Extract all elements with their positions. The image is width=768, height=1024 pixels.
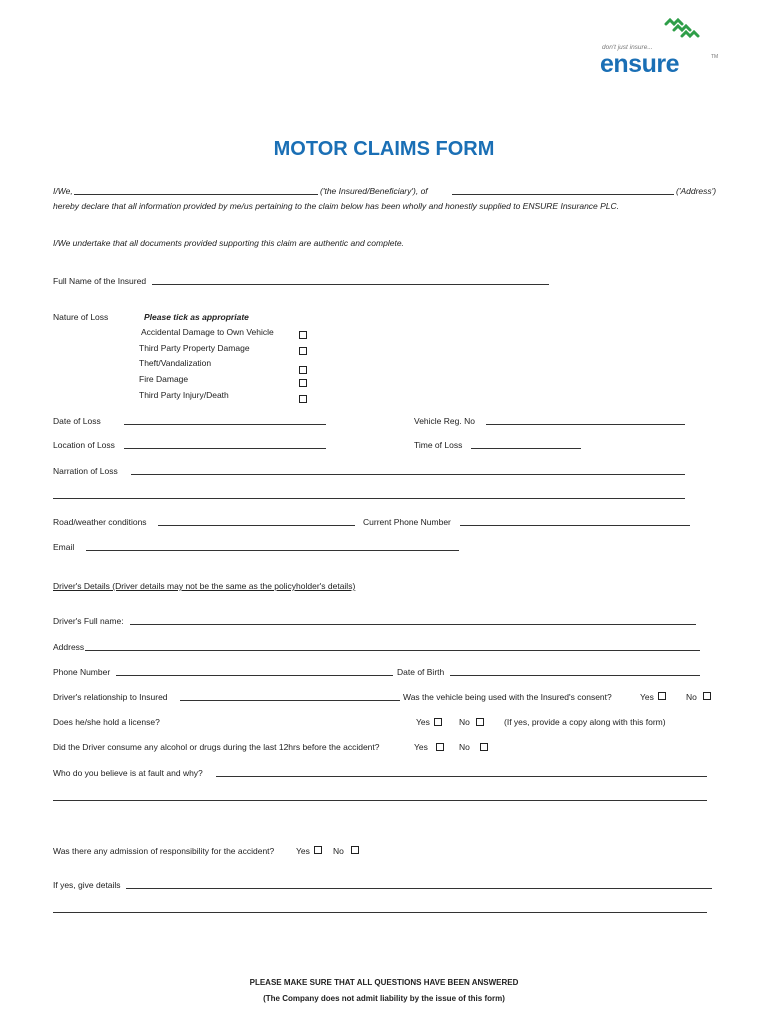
details-line[interactable] [53, 912, 707, 913]
alcohol-question: Did the Driver consume any alcohol or drugs during the last 12hrs before the accident? [53, 742, 380, 752]
consent-yes-label: Yes [640, 692, 654, 702]
driver-full-name-line[interactable] [130, 624, 696, 625]
alcohol-yes-label: Yes [414, 742, 428, 752]
consent-question: Was the vehicle being used with the Insured's consent? [403, 692, 612, 702]
alcohol-no-checkbox[interactable] [480, 743, 488, 751]
email-label: Email [53, 542, 75, 552]
loss-option-checkbox[interactable] [299, 366, 307, 374]
road-weather-line[interactable] [158, 525, 355, 526]
driver-phone-label: Phone Number [53, 667, 111, 677]
time-of-loss-label: Time of Loss [414, 440, 463, 450]
driver-dob-line[interactable] [450, 675, 700, 676]
details-label: If yes, give details [53, 880, 121, 890]
vehicle-reg-label: Vehicle Reg. No [414, 416, 475, 426]
declaration-address: ('Address') [676, 186, 717, 196]
current-phone-label: Current Phone Number [363, 517, 451, 527]
address-line[interactable] [452, 194, 674, 195]
driver-relationship-label: Driver's relationship to Insured [53, 692, 168, 702]
form-title: MOTOR CLAIMS FORM [273, 138, 495, 160]
vehicle-reg-line[interactable] [486, 424, 685, 425]
driver-full-name-label: Driver's Full name: [53, 616, 124, 626]
admission-yes-label: Yes [296, 846, 310, 856]
narration-line[interactable] [53, 498, 685, 499]
consent-no-checkbox[interactable] [703, 692, 711, 700]
declaration-we: I/We, [53, 186, 73, 196]
alcohol-yes-checkbox[interactable] [436, 743, 444, 751]
license-yes-label: Yes [416, 717, 430, 727]
driver-address-line[interactable] [85, 650, 700, 651]
driver-dob-label: Date of Birth [397, 667, 445, 677]
driver-heading: Driver's Details (Driver details may not be the same as the policyholder's details) [53, 581, 356, 591]
insured-name-line[interactable] [74, 194, 318, 195]
footer-line1: PLEASE MAKE SURE THAT ALL QUESTIONS HAVE BEEN ANSWERED [249, 978, 519, 987]
loss-option-checkbox[interactable] [299, 347, 307, 355]
time-of-loss-line[interactable] [471, 448, 581, 449]
current-phone-line[interactable] [460, 525, 690, 526]
alcohol-no-label: No [459, 742, 470, 752]
consent-no-label: No [686, 692, 697, 702]
logo-tagline: don't just insure... [602, 44, 653, 51]
loss-option-checkbox[interactable] [299, 395, 307, 403]
loss-option-label: Third Party Injury/Death [139, 390, 229, 400]
email-line[interactable] [86, 550, 459, 551]
nature-of-loss-label: Nature of Loss [53, 312, 109, 322]
tick-hint: Please tick as appropriate [144, 312, 249, 322]
date-of-loss-line[interactable] [124, 424, 326, 425]
declaration-line2: hereby declare that all information provided by me/us pertaining to the claim below has been wholly and honestly supplied to ENSURE Insurance PLC. [53, 201, 620, 211]
fault-line[interactable] [216, 776, 707, 777]
consent-yes-checkbox[interactable] [658, 692, 666, 700]
declaration-undertake: I/We undertake that all documents provided supporting this claim are authentic and complete. [53, 238, 404, 248]
declaration-insured: ('the Insured/Beneficiary'), of [320, 186, 428, 196]
loss-option-checkbox[interactable] [299, 379, 307, 387]
logo-name: ensure [600, 50, 679, 78]
admission-no-checkbox[interactable] [351, 846, 359, 854]
admission-yes-checkbox[interactable] [314, 846, 322, 854]
license-no-label: No [459, 717, 470, 727]
logo-tm: TM [711, 54, 719, 60]
loss-option-label: Fire Damage [139, 374, 189, 384]
license-no-checkbox[interactable] [476, 718, 484, 726]
road-weather-label: Road/weather conditions [53, 517, 147, 527]
narration-label: Narration of Loss [53, 466, 118, 476]
driver-address-label: Address [53, 642, 85, 652]
admission-no-label: No [333, 846, 344, 856]
loss-option-checkbox[interactable] [299, 331, 307, 339]
loss-option-label: Theft/Vandalization [139, 358, 212, 368]
driver-relationship-line[interactable] [180, 700, 400, 701]
logo-mark-icon [664, 14, 708, 40]
date-of-loss-label: Date of Loss [53, 416, 101, 426]
narration-line[interactable] [131, 474, 685, 475]
details-line[interactable] [126, 888, 712, 889]
fault-line[interactable] [53, 800, 707, 801]
loss-option-label: Accidental Damage to Own Vehicle [141, 327, 274, 337]
footer-line2: (The Company does not admit liability by the issue of this form) [263, 994, 505, 1003]
location-of-loss-label: Location of Loss [53, 440, 115, 450]
driver-phone-line[interactable] [116, 675, 393, 676]
license-question: Does he/she hold a license? [53, 717, 160, 727]
admission-question: Was there any admission of responsibility for the accident? [53, 846, 275, 856]
loss-option-label: Third Party Property Damage [139, 343, 250, 353]
license-note: (If yes, provide a copy along with this form) [504, 717, 666, 727]
fault-question: Who do you believe is at fault and why? [53, 768, 203, 778]
license-yes-checkbox[interactable] [434, 718, 442, 726]
location-of-loss-line[interactable] [124, 448, 326, 449]
full-name-label: Full Name of the Insured [53, 276, 147, 286]
full-name-line[interactable] [152, 284, 549, 285]
